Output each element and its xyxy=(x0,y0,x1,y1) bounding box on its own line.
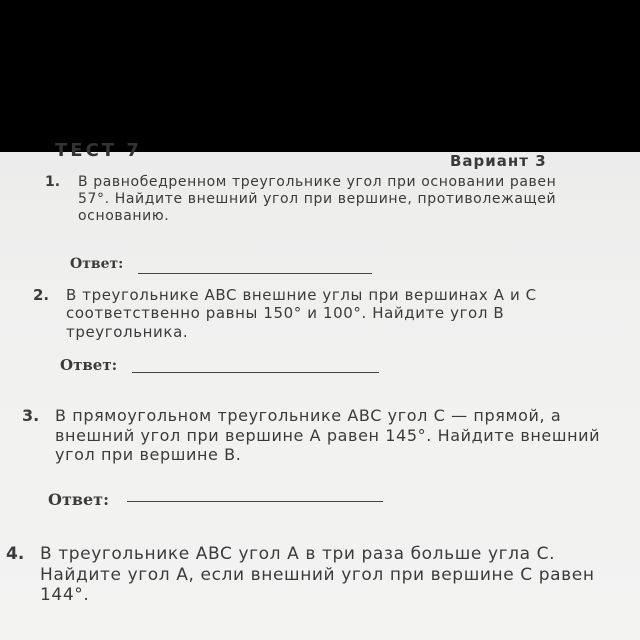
task-number: 2. xyxy=(33,286,50,304)
task-text: В треугольнике ABC внешние углы при вершинах A и C соответственно равны 150° и 100°. Найдите угол B треугольника. xyxy=(66,286,537,341)
test-title: ТЕСТ 7 xyxy=(55,140,142,161)
answer-label: Ответ: xyxy=(48,490,109,509)
worksheet-page xyxy=(0,140,640,640)
answer-label: Ответ: xyxy=(60,356,118,374)
task-number: 3. xyxy=(22,406,40,425)
answer-line[interactable] xyxy=(138,273,372,274)
task-number: 1. xyxy=(45,174,61,190)
variant-label: Вариант 3 xyxy=(450,152,547,170)
answer-line[interactable] xyxy=(132,372,379,373)
task-number: 4. xyxy=(6,544,25,564)
task-text: В прямоугольном треугольнике ABC угол C — прямой, а внешний угол при вершине A равен 145°. Найдите внешний угол при вершине B. xyxy=(55,406,601,465)
answer-line[interactable] xyxy=(127,501,383,502)
task-text: В треугольнике ABC угол A в три раза больше угла C. Найдите угол A, если внешний угол при вершине C равен 144°. xyxy=(40,544,595,606)
answer-label: Ответ: xyxy=(70,256,124,272)
task-text: В равнобедренном треугольнике угол при основании равен 57°. Найдите внешний угол при вершине, противолежащей основанию. xyxy=(78,174,557,225)
